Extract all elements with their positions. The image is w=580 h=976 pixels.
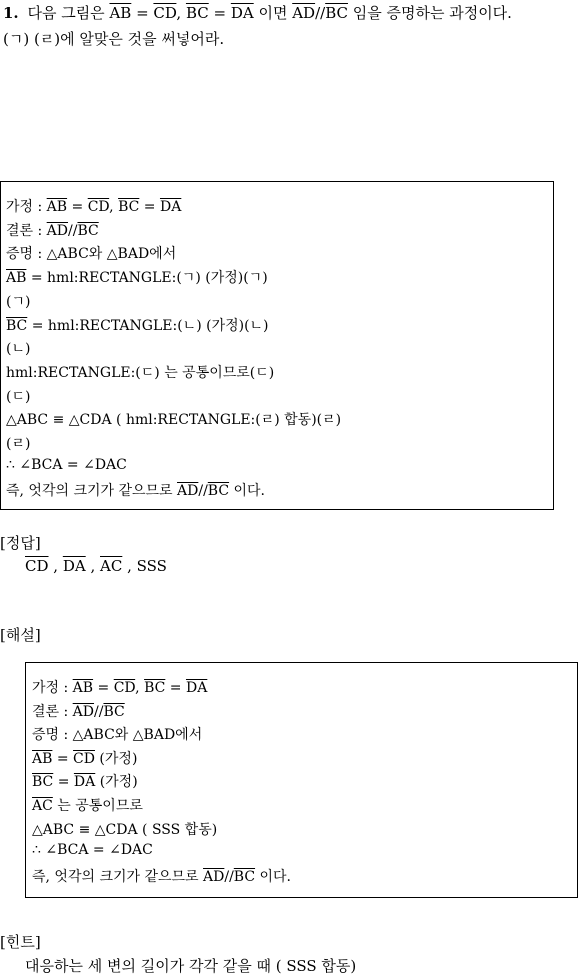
segment-symbol: $\overline{CD}$ bbox=[25, 557, 49, 575]
proof-line: ∴ ∠BCA = ∠DAC bbox=[6, 456, 127, 473]
segment-symbol: $\overline{AC}$ bbox=[32, 798, 53, 814]
segment-symbol: $\overline{CD}$ bbox=[113, 680, 136, 696]
explanation-line: $\overline{BC} = \overline{DA}$ (가정) bbox=[32, 774, 138, 791]
proof-line: 가정 : $\overline{AB} = \overline{CD}$, $\overline{BC} = \overline{DA}$ bbox=[6, 199, 182, 215]
explanation-line: $\overline{AB} = \overline{CD}$ (가정) bbox=[32, 750, 138, 767]
proof-line: △ABC ≡ △CDA ( hml:RECTANGLE:(ㄹ) 합동)(ㄹ) bbox=[6, 412, 342, 429]
proof-line: hml:RECTANGLE:(ㄷ) 는 공통이므로(ㄷ) bbox=[6, 364, 275, 381]
proof-line: $\overline{AB}$ = hml:RECTANGLE:(ㄱ) (가정)(ㄱ) bbox=[6, 270, 268, 287]
proof-line: (ㄱ) bbox=[6, 293, 31, 310]
segment-symbol: $\overline{CD}$ bbox=[73, 750, 95, 767]
explanation-line: 가정 : $\overline{AB} = \overline{CD}$, $\overline{BC} = \overline{DA}$ bbox=[32, 680, 208, 696]
segment-symbol: $\overline{DA}$ bbox=[73, 774, 96, 791]
explanation-line: △ABC ≡ △CDA ( SSS 합동) bbox=[32, 821, 218, 838]
segment-symbol: $\overline{AB}$ bbox=[46, 199, 68, 215]
proof-line: $\overline{BC}$ = hml:RECTANGLE:(ㄴ) (가정)(ㄴ) bbox=[6, 317, 269, 334]
problem-text-line2: (ㄱ) (ㄹ)에 알맞은 것을 써넣어라. bbox=[3, 30, 225, 48]
proof-line: 증명 : △ABC와 △BAD에서 bbox=[6, 246, 177, 263]
segment-symbol: $\overline{BC}$ bbox=[103, 703, 125, 720]
segment-symbol: $\overline{AC}$ bbox=[100, 557, 123, 575]
segment-symbol: $\overline{DA}$ bbox=[62, 557, 86, 575]
segment-symbol: $\overline{AB}$ bbox=[6, 270, 27, 287]
segment-symbol: $\overline{BC}$ bbox=[32, 774, 54, 791]
segment-symbol: $\overline{BC}$ bbox=[233, 868, 256, 885]
proof-line: 즉, 엇각의 크기가 같으므로 $\overline{AD}//\overline{BC}$ 이다. bbox=[6, 483, 266, 500]
explanation-line: $\overline{AC}$ 는 공통이므로 bbox=[32, 798, 143, 814]
explanation-heading: [해설] bbox=[0, 626, 41, 644]
problem-text-line1: 다음 그림은 $\overline{AB} = \overline{CD}$, $\overline{BC} = \overline{DA}$ 이면 $\overline{AD}//\overline{BC}$ 임을 증명하는 과정이다. bbox=[27, 4, 512, 22]
segment-symbol: $\overline{AB}$ bbox=[32, 750, 53, 767]
proof-line: (ㄷ) bbox=[6, 388, 31, 405]
problem-statement bbox=[3, 2, 512, 23]
proof-line: (ㄴ) bbox=[6, 341, 31, 358]
explanation-line: 결론 : $\overline{AD}//\overline{BC}$ bbox=[32, 703, 125, 720]
segment-symbol: $\overline{AD}$ bbox=[46, 222, 69, 239]
segment-symbol: $\overline{BC}$ bbox=[144, 680, 166, 696]
explanation-line: 증명 : △ABC와 △BAD에서 bbox=[32, 727, 203, 744]
segment-symbol: $\overline{DA}$ bbox=[185, 680, 208, 696]
segment-symbol: $\overline{AD}$ bbox=[72, 703, 95, 720]
segment-symbol: $\overline{DA}$ bbox=[159, 199, 182, 215]
hint-text: 대응하는 세 변의 길이가 각각 같을 때 ( SSS 합동) bbox=[25, 957, 357, 975]
answer-heading: [정답] bbox=[0, 534, 41, 552]
segment-symbol: $\overline{BC}$ bbox=[185, 4, 209, 22]
proof-line: 결론 : $\overline{AD}//\overline{BC}$ bbox=[6, 222, 99, 239]
problem-number: 1. bbox=[3, 4, 19, 22]
segment-symbol: $\overline{BC}$ bbox=[207, 483, 230, 500]
segment-symbol: $\overline{DA}$ bbox=[230, 4, 254, 22]
hint-heading: [힌트] bbox=[0, 933, 41, 951]
segment-symbol: $\overline{BC}$ bbox=[118, 199, 140, 215]
segment-symbol: $\overline{AD}$ bbox=[177, 483, 199, 500]
segment-symbol: $\overline{AD}$ bbox=[292, 4, 316, 22]
segment-symbol: $\overline{AB}$ bbox=[72, 680, 94, 696]
explanation-line: 즉, 엇각의 크기가 같으므로 $\overline{AD}//\overline{BC}$ 이다. bbox=[32, 868, 292, 885]
answer-content: $\overline{CD}$ , $\overline{DA}$ , $\overline{AC}$ , SSS bbox=[25, 557, 167, 575]
segment-symbol: $\overline{BC}$ bbox=[325, 4, 348, 22]
segment-symbol: $\overline{AD}$ bbox=[203, 868, 225, 885]
segment-symbol: $\overline{BC}$ bbox=[6, 317, 28, 334]
segment-symbol: $\overline{AB}$ bbox=[109, 4, 132, 22]
proof-line: (ㄹ) bbox=[6, 436, 31, 452]
segment-symbol: $\overline{BC}$ bbox=[77, 222, 99, 239]
segment-symbol: $\overline{CD}$ bbox=[153, 4, 177, 22]
segment-symbol: $\overline{CD}$ bbox=[87, 199, 110, 215]
explanation-line: ∴ ∠BCA = ∠DAC bbox=[32, 842, 153, 859]
